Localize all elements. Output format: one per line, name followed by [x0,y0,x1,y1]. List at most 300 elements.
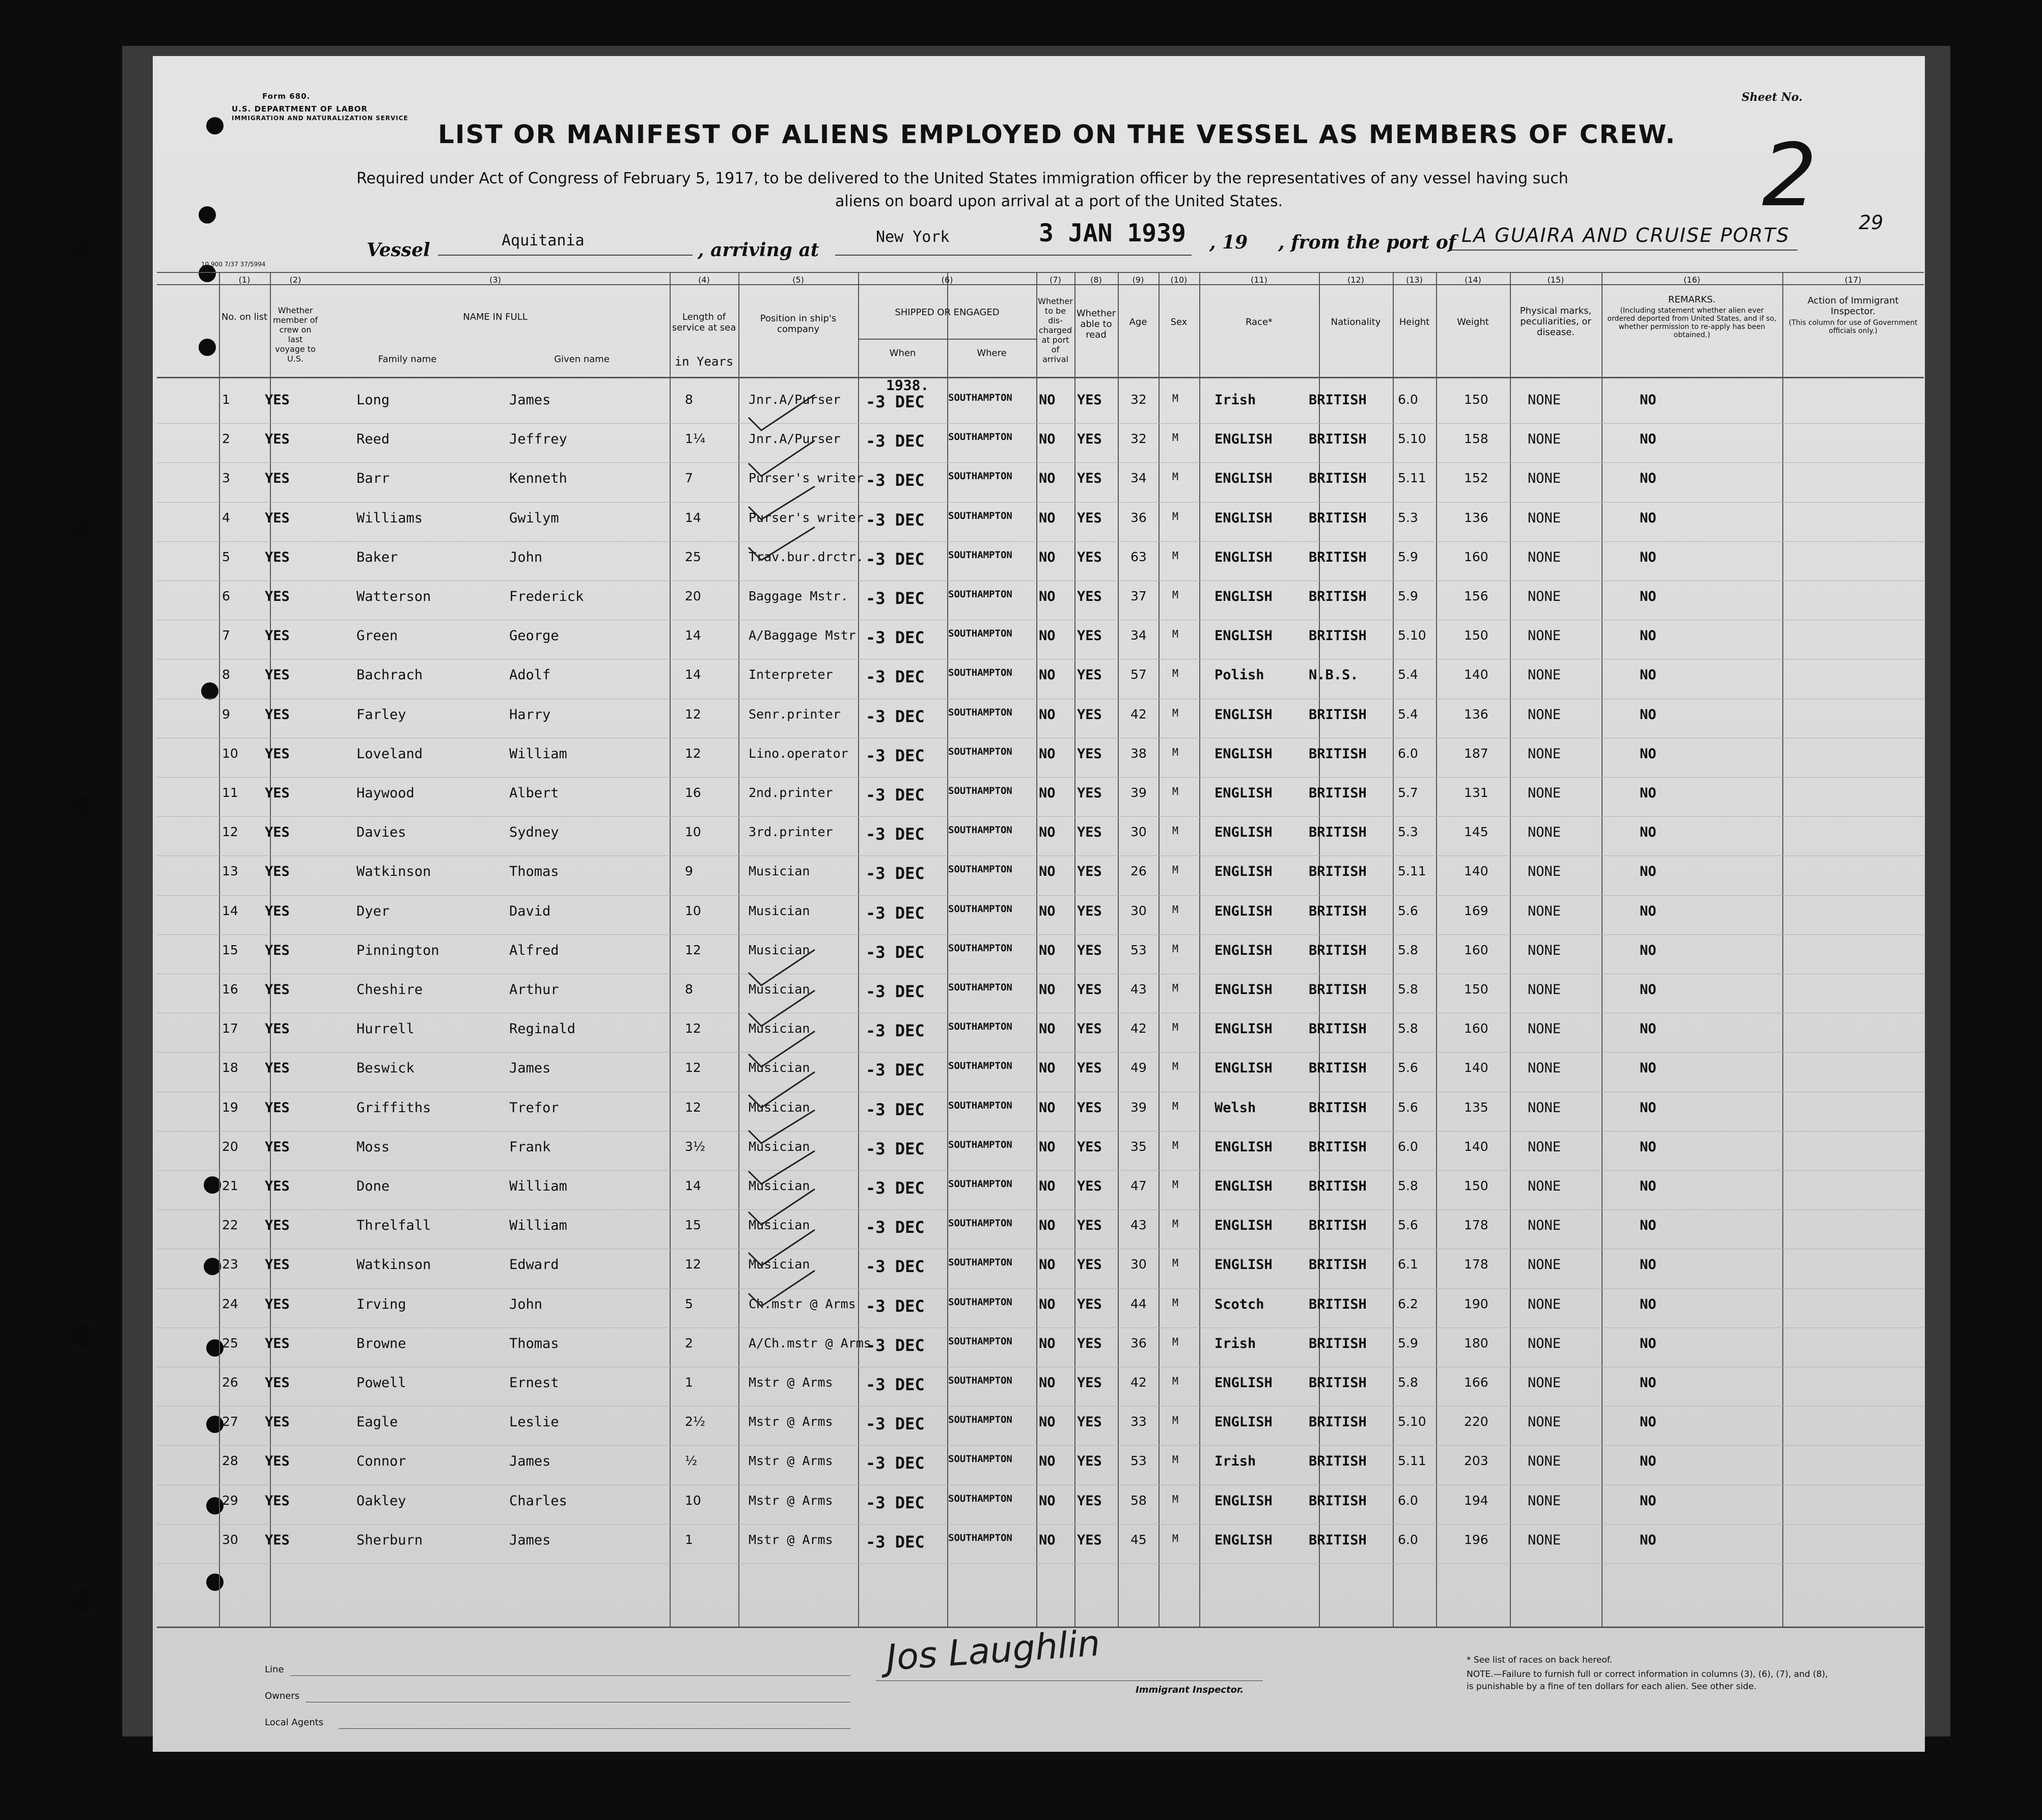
header-family-name: Family name [378,354,437,365]
row-number: 19 [222,1099,238,1115]
age: 30 [1130,903,1147,918]
race: Irish [1215,1453,1256,1470]
family-name: Watterson [356,589,431,604]
remarks: NO [1640,589,1657,604]
ship-position: Mstr @ Arms [749,1532,833,1547]
engaged-date: -3 DEC [866,982,925,1001]
race: ENGLISH [1215,431,1273,448]
crew-last-voyage: YES [265,510,290,526]
ship-position: Purser's writer [749,510,864,525]
sheet-number: 2 [1762,125,1817,226]
age: 39 [1130,785,1147,800]
discharged: NO [1039,1178,1056,1194]
engaged-port: SOUTHAMPTON [948,746,1012,757]
arrival-port: New York [876,228,950,246]
sex: M [1172,471,1179,483]
able-to-read: YES [1077,628,1102,644]
age: 42 [1130,706,1147,722]
family-name: Davies [356,824,406,841]
discharged: NO [1039,1099,1056,1116]
family-name: Browne [356,1335,406,1352]
service-length: 14 [685,1178,701,1193]
given-name: Gwilym [509,510,559,526]
race: ENGLISH [1215,982,1273,998]
engaged-port: SOUTHAMPTON [948,1139,1012,1150]
ship-position: A/Baggage Mstr [749,628,856,643]
service-length: 2½ [685,1414,706,1429]
punch-hole [206,1339,224,1357]
able-to-read: YES [1077,1099,1102,1116]
row-number: 4 [222,510,230,525]
remarks: NO [1640,1218,1657,1234]
family-name: Farley [356,706,406,723]
sex: M [1172,1218,1179,1230]
race: ENGLISH [1215,1532,1273,1548]
column-number: (8) [1090,275,1102,285]
discharged: NO [1039,903,1056,919]
family-name: Green [356,628,398,644]
race: ENGLISH [1215,628,1273,644]
from-port-label: , from the port of [1278,232,1456,253]
engaged-date: -3 DEC [866,392,925,411]
engaged-port: SOUTHAMPTON [948,824,1012,836]
header-discharged: Whether to be dis- charged at port of arrival [1038,296,1073,364]
able-to-read: YES [1077,471,1102,487]
service-length: 7 [685,471,693,486]
weight: 150 [1464,1178,1488,1193]
ship-position: Purser's writer [749,471,864,486]
remarks: NO [1640,549,1657,565]
weight: 135 [1464,1099,1488,1115]
race: ENGLISH [1215,1178,1273,1194]
row-number: 26 [222,1375,238,1390]
height: 5.10 [1398,431,1426,447]
header-shipped-or-engaged: SHIPPED OR ENGAGED [895,307,1000,318]
family-name: Pinnington [356,942,439,958]
able-to-read: YES [1077,392,1102,408]
races-note: * See list of races on back hereof. [1467,1655,1612,1665]
engaged-port: SOUTHAMPTON [948,549,1012,561]
engaged-date: -3 DEC [866,1296,925,1316]
engaged-port: SOUTHAMPTON [948,942,1012,954]
family-name: Irving [356,1296,406,1312]
weight: 160 [1464,549,1488,564]
engaged-port: SOUTHAMPTON [948,471,1012,482]
given-name: Trefor [509,1099,559,1116]
engaged-port: SOUTHAMPTON [948,1060,1012,1072]
given-name: George [509,628,559,644]
header-member-last-voyage: Whether member of crew on last voyage to U.S. [272,306,318,364]
sex: M [1172,1414,1179,1427]
able-to-read: YES [1077,1060,1102,1077]
remarks: NO [1640,392,1657,408]
age: 36 [1130,1335,1147,1350]
race: ENGLISH [1215,903,1273,919]
local-agents-label: Local Agents [265,1717,324,1728]
nationality: BRITISH [1309,824,1367,841]
race: Scotch [1215,1296,1264,1312]
physical-marks: NONE [1528,1414,1561,1430]
row-number: 14 [222,903,238,918]
crew-last-voyage: YES [265,1453,290,1470]
given-name: Charles [509,1493,567,1509]
year-entry: 1938. [886,377,929,394]
able-to-read: YES [1077,1493,1102,1509]
discharged: NO [1039,1493,1056,1509]
owners-label: Owners [265,1691,300,1701]
engaged-port: SOUTHAMPTON [948,1099,1012,1111]
engaged-date: -3 DEC [866,1099,925,1119]
age: 35 [1130,1139,1147,1154]
binder-hole [71,794,95,818]
family-name: Watkinson [356,1257,431,1273]
punch-hole [204,1258,221,1275]
remarks: NO [1640,1493,1657,1509]
punch-hole [206,117,224,134]
given-name: Edward [509,1257,559,1273]
header-position: Position in ship's company [760,313,837,335]
height: 5.6 [1398,1218,1418,1233]
weight: 152 [1464,471,1488,486]
height: 5.9 [1398,549,1418,564]
family-name: Williams [356,510,423,526]
race: ENGLISH [1215,471,1273,487]
age: 32 [1130,431,1147,447]
engaged-date: -3 DEC [866,549,925,569]
race: ENGLISH [1215,589,1273,604]
sex: M [1172,549,1179,562]
family-name: Bachrach [356,667,423,683]
physical-marks: NONE [1528,392,1561,408]
physical-marks: NONE [1528,589,1561,604]
service-length: 8 [685,392,693,407]
sex: M [1172,1021,1179,1034]
crew-last-voyage: YES [265,864,290,880]
row-number: 27 [222,1414,238,1429]
sex: M [1172,1178,1179,1191]
age: 36 [1130,510,1147,525]
family-name: Dyer [356,903,390,919]
family-name: Barr [356,471,390,487]
given-name: James [509,1453,551,1470]
crew-last-voyage: YES [265,549,290,565]
height: 6.0 [1398,1139,1418,1154]
family-name: Cheshire [356,982,423,998]
remarks: NO [1640,1139,1657,1155]
engaged-date: -3 DEC [866,510,925,530]
punch-hole [206,1574,224,1591]
crew-last-voyage: YES [265,1335,290,1352]
nationality: BRITISH [1309,1493,1367,1509]
sex: M [1172,510,1179,522]
ship-position: Mstr @ Arms [749,1375,833,1390]
discharged: NO [1039,1218,1056,1234]
engaged-port: SOUTHAMPTON [948,1021,1012,1033]
nationality: BRITISH [1309,1335,1367,1352]
nationality: BRITISH [1309,1099,1367,1116]
height: 5.6 [1398,903,1418,918]
nationality: BRITISH [1309,785,1367,801]
header-race: Race* [1245,317,1273,327]
given-name: Leslie [509,1414,559,1430]
row-number: 7 [222,628,230,643]
column-number: (10) [1170,275,1188,285]
engaged-port: SOUTHAMPTON [948,1178,1012,1190]
column-number: (12) [1347,275,1364,285]
ship-position: Senr.printer [749,706,841,722]
physical-marks: NONE [1528,471,1561,487]
height: 6.0 [1398,392,1418,407]
height: 5.3 [1398,824,1418,840]
binder-hole [71,1324,95,1347]
binder-hole [71,519,95,543]
physical-marks: NONE [1528,746,1561,762]
able-to-read: YES [1077,431,1102,448]
sex: M [1172,1060,1179,1073]
discharged: NO [1039,471,1056,487]
print-code: 10 900 7/37 37/5994 [201,261,266,268]
engaged-date: -3 DEC [866,1532,925,1552]
weight: 136 [1464,510,1488,525]
discharged: NO [1039,1532,1056,1548]
age: 32 [1130,392,1147,407]
age: 26 [1130,864,1147,879]
weight: 140 [1464,667,1488,682]
crew-last-voyage: YES [265,1532,290,1548]
physical-marks: NONE [1528,942,1561,958]
weight: 203 [1464,1453,1488,1469]
service-length: 14 [685,667,701,682]
sex: M [1172,1099,1179,1112]
able-to-read: YES [1077,1335,1102,1352]
engaged-date: -3 DEC [866,706,925,726]
ship-position: Ch.mstr @ Arms [749,1296,856,1311]
service-length: 1¼ [685,431,706,447]
height: 6.0 [1398,1493,1418,1508]
header-height: Height [1399,317,1430,327]
sex: M [1172,392,1179,404]
able-to-read: YES [1077,1021,1102,1037]
nationality: BRITISH [1309,1257,1367,1273]
service-length: 20 [685,589,701,603]
remarks: NO [1640,1060,1657,1077]
age: 38 [1130,746,1147,761]
age: 30 [1130,824,1147,840]
service-length: 12 [685,942,701,957]
remarks: NO [1640,1257,1657,1273]
crew-last-voyage: YES [265,1099,290,1116]
weight: 194 [1464,1493,1488,1508]
sex: M [1172,628,1179,641]
weight: 158 [1464,431,1488,447]
engaged-date: -3 DEC [866,628,925,648]
row-number: 3 [222,471,230,486]
service-length: 10 [685,824,701,840]
discharged: NO [1039,706,1056,723]
height: 5.8 [1398,982,1418,997]
remarks: NO [1640,1414,1657,1430]
remarks: NO [1640,864,1657,880]
ship-position: Musician [749,942,810,957]
crew-last-voyage: YES [265,824,290,841]
sheet-label: Sheet No. [1742,91,1803,104]
punch-hole [199,206,216,224]
header-action-note: (This column for use of Government officials only.) [1788,319,1918,335]
physical-marks: NONE [1528,982,1561,998]
nationality: BRITISH [1309,1178,1367,1194]
weight: 136 [1464,706,1488,722]
age: 43 [1130,982,1147,997]
row-number: 13 [222,864,238,879]
engaged-date: -3 DEC [866,1218,925,1237]
given-name: James [509,1060,551,1077]
age: 33 [1130,1414,1147,1429]
engaged-date: -3 DEC [866,864,925,884]
family-name: Eagle [356,1414,398,1430]
sex: M [1172,982,1179,994]
age: 42 [1130,1375,1147,1390]
engaged-port: SOUTHAMPTON [948,1493,1012,1504]
weight: 150 [1464,628,1488,643]
nationality: BRITISH [1309,628,1367,644]
immigrant-inspector-label: Immigrant Inspector. [1136,1685,1244,1695]
row-number: 12 [222,824,238,840]
row-number: 23 [222,1257,238,1272]
discharged: NO [1039,864,1056,880]
given-name: William [509,1218,567,1234]
ship-position: Musician [749,982,810,997]
service-length: 12 [685,1060,701,1076]
remarks: NO [1640,706,1657,723]
race: ENGLISH [1215,706,1273,723]
remarks: NO [1640,667,1657,683]
given-name: John [509,1296,543,1312]
given-name: Thomas [509,1335,559,1352]
able-to-read: YES [1077,982,1102,998]
service-length: 8 [685,982,693,997]
discharged: NO [1039,510,1056,526]
race: ENGLISH [1215,1218,1273,1234]
service-length: 10 [685,1493,701,1508]
height: 5.11 [1398,1453,1426,1469]
service-length: 5 [685,1296,693,1311]
engaged-date: -3 DEC [866,942,925,962]
from-port: LA GUAIRA AND CRUISE PORTS [1461,224,1790,246]
able-to-read: YES [1077,824,1102,841]
race: ENGLISH [1215,1375,1273,1391]
weight: 180 [1464,1335,1488,1350]
given-name: Reginald [509,1021,576,1037]
weight: 169 [1464,903,1488,918]
service-length: 25 [685,549,701,564]
service-name: IMMIGRATION AND NATURALIZATION SERVICE [232,115,408,122]
height: 5.8 [1398,1375,1418,1390]
ship-position: Musician [749,1178,810,1193]
weight: 150 [1464,982,1488,997]
header-age: Age [1129,317,1147,327]
row-number: 2 [222,431,230,447]
crew-last-voyage: YES [265,1139,290,1155]
race: ENGLISH [1215,824,1273,841]
sex: M [1172,589,1179,601]
able-to-read: YES [1077,1296,1102,1312]
row-number: 17 [222,1021,238,1036]
family-name: Loveland [356,746,423,762]
remarks: NO [1640,1099,1657,1116]
able-to-read: YES [1077,667,1102,683]
row-number: 1 [222,392,230,407]
crew-last-voyage: YES [265,746,290,762]
crew-last-voyage: YES [265,471,290,487]
weight: 178 [1464,1257,1488,1272]
punch-hole [206,1416,224,1433]
physical-marks: NONE [1528,864,1561,880]
physical-marks: NONE [1528,1178,1561,1194]
crew-last-voyage: YES [265,1375,290,1391]
header-where: Where [977,348,1007,359]
column-number: (3) [489,275,501,285]
nationality: BRITISH [1309,1060,1367,1077]
crew-last-voyage: YES [265,903,290,919]
column-number: (4) [698,275,710,285]
physical-marks: NONE [1528,1218,1561,1234]
ship-position: A/Ch.mstr @ Arms [749,1335,871,1350]
nationality: BRITISH [1309,1414,1367,1430]
engaged-date: -3 DEC [866,1257,925,1277]
crew-last-voyage: YES [265,1178,290,1194]
nationality: BRITISH [1309,903,1367,919]
discharged: NO [1039,589,1056,604]
header-action: Action of Immigrant Inspector. [1807,295,1899,317]
family-name: Moss [356,1139,390,1155]
physical-marks: NONE [1528,510,1561,526]
able-to-read: YES [1077,589,1102,604]
column-number: (1) [238,275,251,285]
nationality: BRITISH [1309,1375,1367,1391]
race: Welsh [1215,1099,1256,1116]
height: 5.11 [1398,864,1426,879]
sex: M [1172,431,1179,444]
engaged-date: -3 DEC [866,1335,925,1355]
family-name: Beswick [356,1060,415,1077]
column-number: (17) [1844,275,1862,285]
discharged: NO [1039,1453,1056,1470]
discharged: NO [1039,1060,1056,1077]
physical-marks: NONE [1528,1099,1561,1116]
ship-position: Musician [749,864,810,879]
weight: 187 [1464,746,1488,761]
height: 5.4 [1398,706,1418,722]
weight: 156 [1464,589,1488,603]
height: 5.6 [1398,1060,1418,1076]
given-name: Adolf [509,667,551,683]
header-sex: Sex [1170,317,1188,327]
header-name-in-full: NAME IN FULL [463,312,528,322]
able-to-read: YES [1077,1453,1102,1470]
crew-last-voyage: YES [265,942,290,958]
discharged: NO [1039,1414,1056,1430]
remarks: NO [1640,510,1657,526]
age: 44 [1130,1296,1147,1311]
column-number: (13) [1406,275,1423,285]
age: 30 [1130,1257,1147,1272]
able-to-read: YES [1077,1414,1102,1430]
engaged-port: SOUTHAMPTON [948,785,1012,796]
nationality: BRITISH [1309,589,1367,604]
age: 37 [1130,589,1147,603]
race: Polish [1215,667,1264,683]
engaged-port: SOUTHAMPTON [948,982,1012,993]
